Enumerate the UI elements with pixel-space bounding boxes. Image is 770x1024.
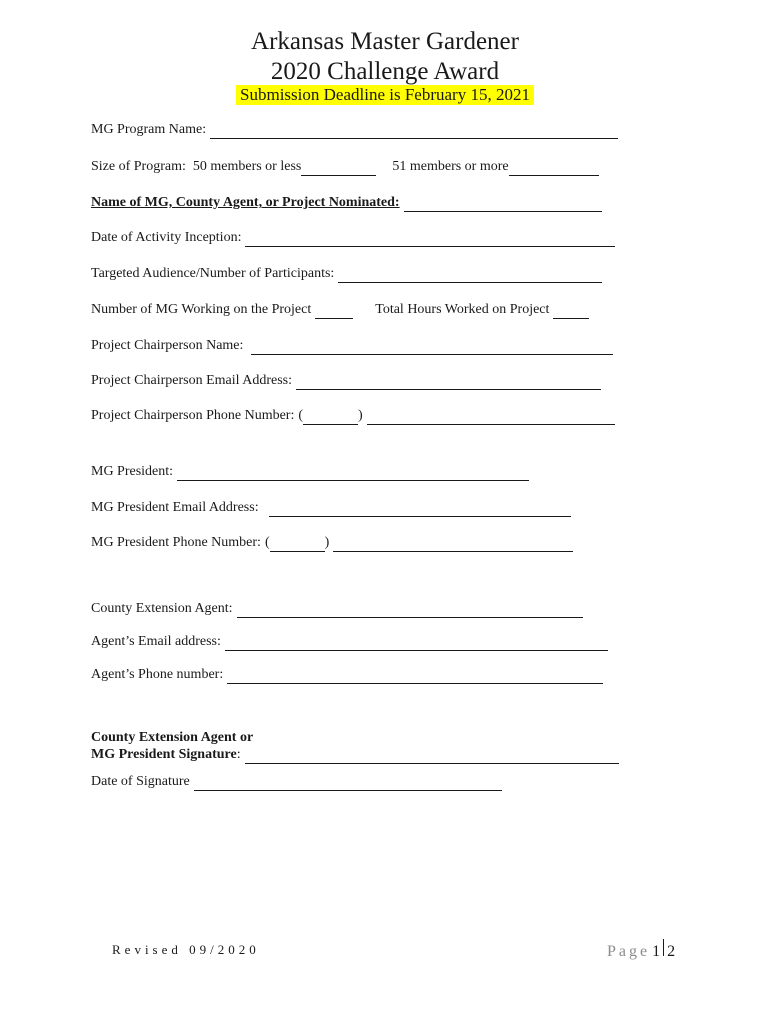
chair-email-label: Project Chairperson Email Address: (91, 373, 293, 388)
president-email-label: MG President Email Address: (91, 500, 259, 515)
president-phone-paren-close: ) (324, 535, 330, 550)
nominee-label: Name of MG, County Agent, or Project Nominated: (91, 195, 400, 210)
county-agent-field[interactable] (237, 604, 583, 618)
nominee-field[interactable] (404, 198, 602, 212)
total-hours-field[interactable] (553, 305, 589, 319)
targeted-audience-label: Targeted Audience/Number of Participants: (91, 266, 335, 281)
signature-heading-row (91, 729, 253, 747)
chair-phone-row (91, 407, 615, 425)
activity-inception-label: Date of Activity Inception: (91, 230, 242, 245)
chair-phone-field[interactable] (367, 411, 615, 425)
agent-phone-label: Agent’s Phone number: (91, 667, 224, 682)
page-word: Page (607, 943, 651, 960)
form-title-line2: 2020 Challenge Award (270, 58, 500, 85)
program-size-row (91, 158, 599, 176)
page-current: 1 (652, 943, 661, 960)
president-email-row (91, 499, 571, 517)
form-title-line1: Arkansas Master Gardener (251, 28, 519, 55)
page-total: 2 (667, 943, 676, 960)
agent-email-label: Agent’s Email address: (91, 634, 221, 649)
size-small-field[interactable] (301, 162, 376, 176)
program-name-field[interactable] (210, 125, 618, 139)
targeted-audience-row (91, 265, 602, 283)
president-label: MG President: (91, 464, 174, 479)
program-name-row (91, 121, 618, 139)
chair-phone-paren-close: ) (358, 408, 363, 423)
agent-email-field[interactable] (225, 637, 608, 651)
chair-phone-paren-open: ( (298, 408, 304, 423)
chair-name-row (91, 337, 613, 355)
county-agent-row (91, 600, 583, 618)
agent-phone-row (91, 666, 603, 684)
president-row (91, 463, 529, 481)
signature-date-label: Date of Signature (91, 774, 190, 789)
submission-deadline: Submission Deadline is February 15, 2021 (236, 85, 534, 105)
county-agent-label: County Extension Agent: (91, 601, 233, 616)
activity-inception-field[interactable] (245, 233, 615, 247)
deadline-container (0, 85, 770, 105)
mg-working-field[interactable] (315, 305, 353, 319)
chair-name-label: Project Chairperson Name: (91, 338, 244, 353)
program-name-label: MG Program Name: (91, 122, 207, 137)
agent-phone-field[interactable] (227, 670, 603, 684)
president-email-field[interactable] (269, 503, 571, 517)
mg-working-row (91, 301, 589, 319)
page-separator (663, 939, 664, 956)
mg-working-label: Number of MG Working on the Project (91, 302, 312, 317)
chair-phone-area-field[interactable] (303, 411, 358, 425)
president-phone-label: MG President Phone Number: (91, 535, 261, 550)
signature-label-line1: County Extension Agent or (91, 730, 254, 745)
size-small-label: Size of Program: 50 members or less (91, 159, 302, 174)
signature-row (91, 746, 619, 764)
chair-phone-label: Project Chairperson Phone Number: (91, 408, 295, 423)
total-hours-label: Total Hours Worked on Project (375, 302, 550, 317)
size-large-field[interactable] (509, 162, 599, 176)
signature-date-row (91, 773, 502, 791)
agent-email-row (91, 633, 608, 651)
chair-email-field[interactable] (296, 376, 601, 390)
page-number (607, 939, 675, 961)
signature-date-field[interactable] (194, 777, 502, 791)
nominee-row (91, 194, 602, 212)
president-phone-area-field[interactable] (270, 538, 325, 552)
signature-field[interactable] (245, 750, 619, 764)
chair-email-row (91, 372, 601, 390)
president-phone-row (91, 534, 573, 552)
president-phone-paren-open: ( (264, 535, 270, 550)
signature-label-line2: MG President Signature (91, 747, 237, 762)
chair-name-field[interactable] (251, 341, 613, 355)
size-large-label: 51 members or more (392, 159, 509, 174)
activity-inception-row (91, 229, 615, 247)
revised-date: Revised 09/2020 (112, 942, 260, 957)
targeted-audience-field[interactable] (338, 269, 602, 283)
president-field[interactable] (177, 467, 529, 481)
signature-colon: : (236, 747, 241, 762)
president-phone-field[interactable] (333, 538, 573, 552)
